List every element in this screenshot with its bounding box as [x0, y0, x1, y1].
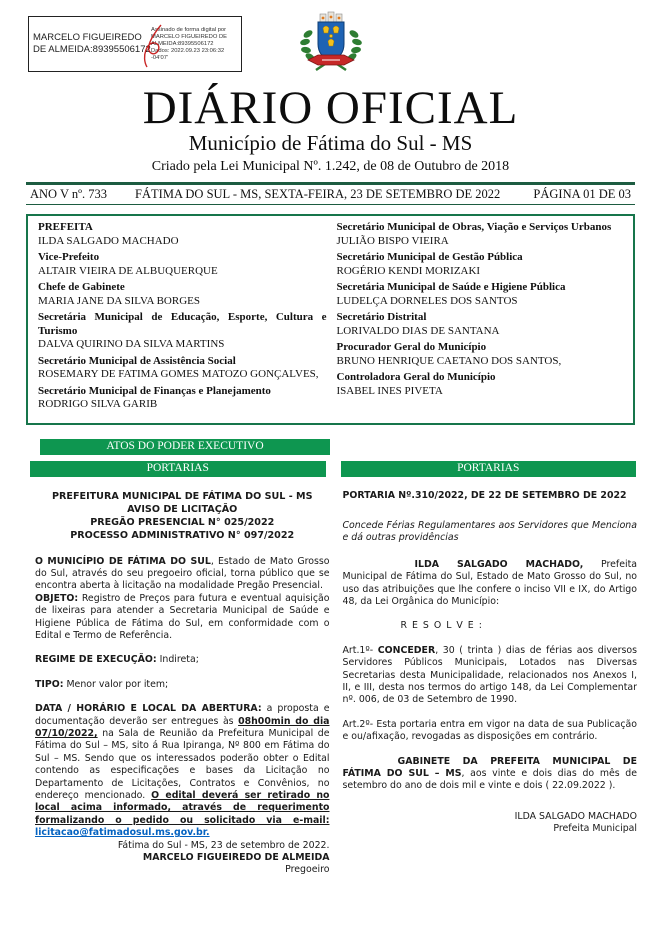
official-name: BRUNO HENRIQUE CAETANO DOS SANTOS, [336, 354, 562, 367]
paragraph-text: Art.1º- [342, 644, 378, 656]
paragraph-text: a proposta e documentação deverão ser entregues às [35, 703, 330, 727]
article-heading: PROCESSO ADMINISTRATIVO N° 097/2022 [70, 529, 295, 541]
official-title: Controladora Geral do Município [336, 371, 496, 383]
official-name: ISABEL INES PIVETA [336, 384, 443, 397]
officials-box [26, 214, 635, 425]
portaria-summary: Concede Férias Regulamentares aos Servidores que Menciona e dá outras providências [342, 519, 637, 544]
body-columns [35, 490, 637, 877]
official-name: LUDELÇA DORNELES DOS SANTOS [336, 294, 518, 307]
official-name: JULIÃO BISPO VIEIRA [336, 234, 449, 247]
section-header-portarias-right: PORTARIAS [341, 461, 637, 477]
signature-details-line: ALMEIDA:89395506172 [151, 40, 214, 47]
signature-details-line: MARCELO FIGUEIREDO DE [151, 33, 228, 40]
official-title: Secretário Municipal de Assistência Social [38, 354, 236, 367]
paragraph-lead: OBJETO: [35, 592, 79, 604]
officials-column-left [38, 221, 327, 415]
paragraph-text: Prefeita Municipal de Fátima do Sul, Estado de Mato Grosso do Sul, no uso das atribuições que lhe confere o inciso VII e IX, do Artigo 48, da Lei Orgânica do Município: [342, 558, 637, 607]
paragraph: Art.2º- Esta portaria entra em vigor na data de sua Publicação e ou/afixação, revogadas as disposições em contrário. [342, 718, 637, 743]
paragraph [35, 679, 330, 691]
official-entry [38, 385, 327, 412]
official-title: Secretário Municipal de Obras, Viação e Serviços Urbanos [336, 221, 612, 233]
paragraph-lead: O MUNICÍPIO DE FÁTIMA DO SUL [35, 555, 211, 567]
resolve-line: R E S O L V E : [400, 620, 483, 632]
article-portaria-310 [343, 490, 638, 877]
paragraph [35, 593, 330, 643]
email-link[interactable]: licitacao@fatimadosul.ms.gov.br. [35, 827, 210, 839]
section-headers-row [30, 461, 636, 477]
paragraph-lead: GABINETE DA PREFEITA MUNICIPAL DE FÁTIMA DO SUL – MS [342, 755, 637, 779]
paragraph [343, 645, 638, 707]
official-name: MARIA JANE DA SILVA BORGES [38, 294, 200, 307]
paragraph [343, 756, 638, 793]
official-entry [38, 311, 327, 352]
issue-date: FÁTIMA DO SUL - MS, SEXTA-FEIRA, 23 DE SETEMBRO DE 2022 [135, 187, 501, 201]
official-name: DALVA QUIRINO DA SILVA MARTINS [38, 338, 225, 350]
issue-edition: ANO V nº. 733 [30, 187, 108, 201]
paragraph-text: na Sala de Reunião da Prefeitura Municipal de Fátima do Sul – MS, sito á Rua Ipiranga, Nº 800 em Fátima do Sul – MS. Sendo que os interessados poderão obter o Edital contendo as especificações e bases da Licitação no Departamento de Licitações, Contratos e Convênios, no endereço mencionado. [35, 727, 330, 801]
official-entry [38, 251, 327, 278]
official-title: Vice-Prefeito [38, 251, 100, 263]
paragraph [35, 556, 330, 593]
gazette-creation-law: Criado pela Lei Municipal Nº. 1.242, de 08 de Outubro de 2018 [151, 159, 510, 174]
article-heading: PREGÃO PRESENCIAL N° 025/2022 [90, 516, 275, 528]
signoff-name: MARCELO FIGUEIREDO DE ALMEIDA [142, 852, 330, 864]
paragraph-text: , 30 ( trinta ) dias de férias aos diversos Servidores Públicos Municipais, Lotados nas Diversas Secretarias desta Municipalidade, relacionados nos Anexos I, II, e III, desta nos termos do artigo 148, da Lei Complementar nº. 006, de 03 de Setembro de 1990. [342, 644, 637, 706]
section-header-atos-do-poder-executivo: ATOS DO PODER EXECUTIVO [40, 439, 330, 455]
paragraph-lead: REGIME DE EXECUÇÃO: [35, 654, 157, 666]
signature-stroke-icon [137, 23, 171, 69]
official-entry [38, 355, 327, 382]
section-header-portarias-left: PORTARIAS [30, 461, 326, 477]
official-title: Secretária Municipal de Saúde e Higiene Pública [336, 281, 566, 293]
paragraph-lead: ILDA SALGADO MACHADO, [414, 558, 584, 570]
paragraph-text: Indireta; [156, 654, 199, 666]
official-entry [337, 221, 626, 248]
gazette-title: DIÁRIO OFICIAL [142, 82, 519, 134]
paragraph-text: Menor valor por item; [63, 678, 169, 690]
paragraph-lead: DATA / HORÁRIO E LOCAL DA ABERTURA: [35, 703, 262, 715]
official-title: Secretário Municipal de Gestão Pública [336, 251, 523, 263]
issue-bar [26, 182, 635, 205]
paragraph [35, 654, 330, 666]
coat-of-arms [296, 8, 366, 78]
official-title: Secretário Municipal de Finanças e Planejamento [38, 384, 271, 397]
signature-details-line: Assinado de forma digital por [151, 26, 227, 33]
paragraph [343, 559, 638, 609]
masthead [0, 84, 661, 177]
issue-page-number: PÁGINA 01 DE 03 [533, 187, 631, 201]
paragraph-text: Registro de Preços para futura e eventual aquisição de lixeiras para atender a Secretaria Municipal de Saúde e Higiene Pública de Fátima do Sul, em conformidade com o Edital e Termo de Referência. [35, 592, 330, 641]
highlighted-instruction: O edital deverá ser retirado no local acima informado, através de requerimento formalizando o pedido ou solicitado via e-mail: [35, 790, 330, 826]
paragraph-text: , aos vinte e dois dias do mês de setembro do ano de dois mil e vinte e dois ( 22.09.2022 ). [342, 768, 637, 792]
paragraph-lead: TIPO: [35, 678, 64, 690]
signoff-name: ILDA SALGADO MACHADO [514, 810, 637, 822]
officials-column-right [337, 221, 626, 415]
official-entry [337, 281, 626, 308]
official-name: ALTAIR VIEIRA DE ALBUQUERQUE [38, 264, 218, 277]
official-title: Secretário Distrital [336, 311, 427, 323]
official-entry [38, 281, 327, 308]
paragraph-lead: CONCEDER [377, 644, 436, 656]
article-aviso-licitacao [35, 490, 330, 877]
signoff-role: Pregoeiro [285, 864, 330, 876]
official-title: Procurador Geral do Município [336, 341, 487, 353]
gazette-subtitle: Município de Fátima do Sul - MS [188, 131, 473, 155]
official-title: Secretária Municipal de Educação, Esporte, Cultura e Turismo [38, 311, 327, 337]
digital-signature-box [28, 16, 242, 72]
portaria-title: PORTARIA Nº.310/2022, DE 22 DE SETEMBRO DE 2022 [342, 489, 627, 501]
signature-details-line: Dados: 2022.09.23 23:06:32 -04'07' [151, 47, 225, 61]
official-entry [337, 341, 626, 368]
page-header [0, 0, 661, 82]
official-name: RODRIGO SILVA GARIB [38, 398, 158, 410]
official-entry [337, 251, 626, 278]
official-name: ROSEMARY DE FATIMA GOMES MATOZO GONÇALVES, [38, 368, 319, 380]
article-heading: PREFEITURA MUNICIPAL DE FÁTIMA DO SUL - MS [51, 490, 313, 502]
official-name: ILDA SALGADO MACHADO [38, 234, 179, 247]
signoff-role: Prefeita Municipal [553, 823, 637, 835]
official-entry [337, 371, 626, 398]
paragraph [35, 703, 330, 839]
official-name: LORIVALDO DIAS DE SANTANA [336, 324, 500, 337]
official-title: Chefe de Gabinete [38, 281, 125, 293]
official-entry [337, 311, 626, 338]
official-title: PREFEITA [38, 221, 93, 233]
signoff-place-date: Fátima do Sul - MS, 23 de setembro de 2022. [117, 839, 330, 851]
official-name: ROGÉRIO KENDI MORIZAKI [336, 264, 481, 277]
highlighted-datetime: 08h00min do dia 07/10/2022, [35, 715, 330, 739]
signature-name: MARCELO FIGUEIREDO DE ALMEIDA:89395506172 [33, 32, 151, 55]
paragraph-text: , Estado de Mato Grosso do Sul, através do seu pregoeiro oficial, torna público que se encontra aberta à licitação na modalidade Pregão Presencial. [35, 555, 330, 592]
official-entry [38, 221, 327, 248]
article-heading: AVISO DE LICITAÇÃO [127, 503, 238, 515]
